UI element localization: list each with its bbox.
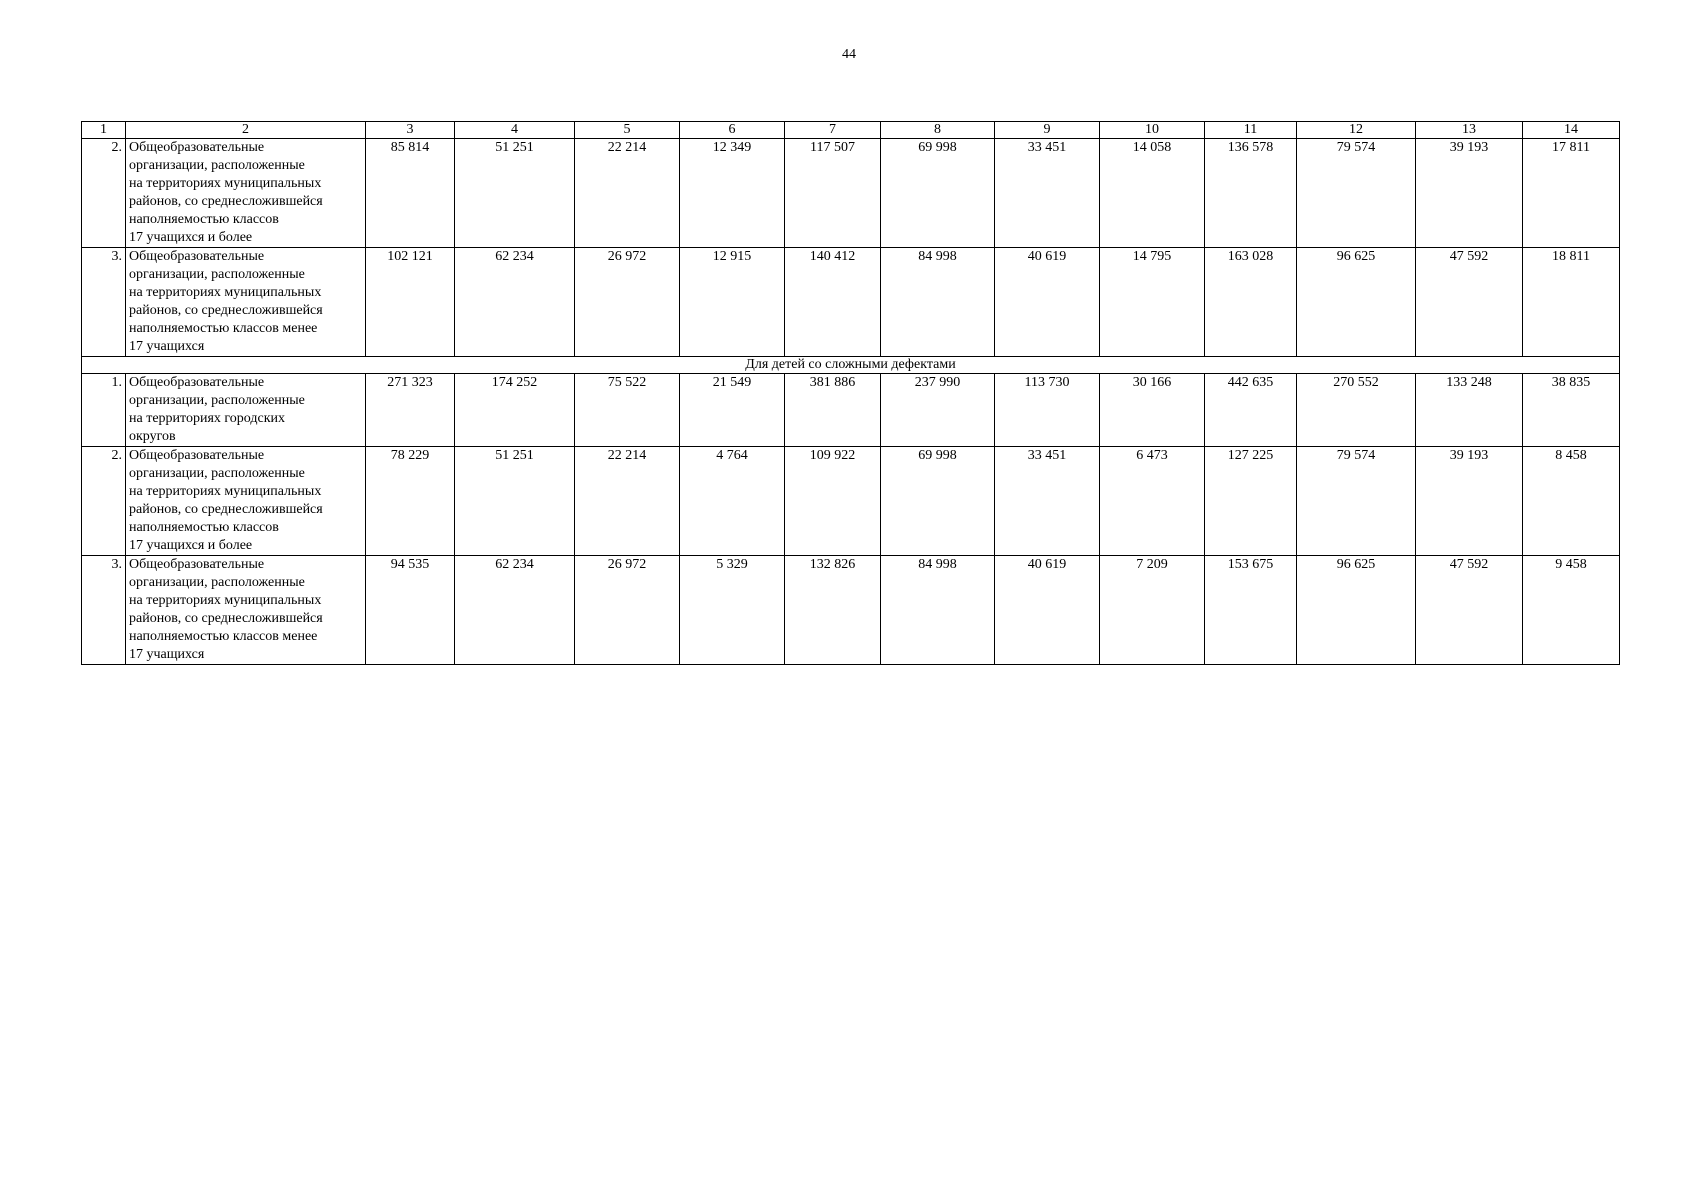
table-row: [82, 248, 1620, 357]
column-number-cell: 3: [366, 122, 455, 139]
row-name-line: организации, расположенные: [129, 158, 305, 173]
row-name-line: округов: [129, 429, 176, 444]
row-name-line: наполняемостью классов менее: [129, 629, 318, 644]
row-name-cell: [126, 248, 366, 357]
row-name-line: Общеобразовательные: [129, 557, 265, 572]
row-name-line: организации, расположенные: [129, 575, 305, 590]
column-number-cell: 9: [995, 122, 1100, 139]
value-cell: 174 252: [455, 374, 575, 447]
row-name-line: Общеобразовательные: [129, 140, 265, 155]
row-name-cell: [126, 556, 366, 665]
value-cell: 38 835: [1523, 374, 1620, 447]
value-cell: 47 592: [1416, 248, 1523, 357]
value-cell: 94 535: [366, 556, 455, 665]
value-cell: 75 522: [575, 374, 680, 447]
value-cell: 7 209: [1100, 556, 1205, 665]
value-cell: 271 323: [366, 374, 455, 447]
value-cell: 84 998: [881, 248, 995, 357]
table-row: [82, 374, 1620, 447]
row-name-line: на территориях муниципальных: [129, 176, 322, 191]
value-cell: 39 193: [1416, 447, 1523, 556]
section-title: Для детей со сложными дефектами: [82, 357, 1620, 374]
row-name-line: на территориях муниципальных: [129, 593, 322, 608]
value-cell: 26 972: [575, 248, 680, 357]
row-name-line: Общеобразовательные: [129, 448, 265, 463]
table-body: [82, 122, 1620, 665]
value-cell: 84 998: [881, 556, 995, 665]
row-name-cell: [126, 374, 366, 447]
row-name-line: на территориях муниципальных: [129, 484, 322, 499]
value-cell: 69 998: [881, 447, 995, 556]
row-name-line: на территориях городских: [129, 411, 286, 426]
table-row: [82, 447, 1620, 556]
value-cell: 117 507: [785, 139, 881, 248]
value-cell: 113 730: [995, 374, 1100, 447]
row-name-line: организации, расположенные: [129, 267, 305, 282]
value-cell: 14 795: [1100, 248, 1205, 357]
value-cell: 85 814: [366, 139, 455, 248]
row-name-line: наполняемостью классов менее: [129, 321, 318, 336]
value-cell: 47 592: [1416, 556, 1523, 665]
table-row: [82, 139, 1620, 248]
row-name-line: 17 учащихся: [129, 339, 205, 354]
column-number-cell: 1: [82, 122, 126, 139]
value-cell: 9 458: [1523, 556, 1620, 665]
value-cell: 33 451: [995, 447, 1100, 556]
value-cell: 62 234: [455, 556, 575, 665]
row-name-line: 17 учащихся: [129, 647, 205, 662]
value-cell: 127 225: [1205, 447, 1297, 556]
row-name-line: организации, расположенные: [129, 393, 305, 408]
row-number-cell: 2.: [82, 139, 126, 248]
table-row: [82, 556, 1620, 665]
value-cell: 270 552: [1297, 374, 1416, 447]
column-number-cell: 14: [1523, 122, 1620, 139]
row-number-cell: 2.: [82, 447, 126, 556]
column-number-cell: 12: [1297, 122, 1416, 139]
row-name-line: на территориях муниципальных: [129, 285, 322, 300]
value-cell: 79 574: [1297, 139, 1416, 248]
value-cell: 6 473: [1100, 447, 1205, 556]
value-cell: 21 549: [680, 374, 785, 447]
column-number-cell: 4: [455, 122, 575, 139]
page-number: 44: [842, 47, 856, 62]
row-name-line: районов, со среднесложившейся: [129, 303, 323, 318]
row-name-line: 17 учащихся и более: [129, 538, 253, 553]
column-number-cell: 5: [575, 122, 680, 139]
value-cell: 136 578: [1205, 139, 1297, 248]
column-number-cell: 8: [881, 122, 995, 139]
value-cell: 132 826: [785, 556, 881, 665]
value-cell: 442 635: [1205, 374, 1297, 447]
row-name-line: районов, со среднесложившейся: [129, 502, 323, 517]
row-name-line: районов, со среднесложившейся: [129, 611, 323, 626]
row-name-cell: [126, 139, 366, 248]
row-number-cell: 3.: [82, 248, 126, 357]
value-cell: 109 922: [785, 447, 881, 556]
value-cell: 51 251: [455, 447, 575, 556]
column-number-cell: 13: [1416, 122, 1523, 139]
row-name-line: организации, расположенные: [129, 466, 305, 481]
value-cell: 237 990: [881, 374, 995, 447]
column-number-row: [82, 122, 1620, 139]
section-row: [82, 357, 1620, 374]
column-number-cell: 7: [785, 122, 881, 139]
row-name-line: наполняемостью классов: [129, 520, 279, 535]
value-cell: 62 234: [455, 248, 575, 357]
value-cell: 14 058: [1100, 139, 1205, 248]
row-name-line: Общеобразовательные: [129, 249, 265, 264]
row-name-line: Общеобразовательные: [129, 375, 265, 390]
value-cell: 140 412: [785, 248, 881, 357]
value-cell: 22 214: [575, 139, 680, 248]
value-cell: 8 458: [1523, 447, 1620, 556]
value-cell: 40 619: [995, 556, 1100, 665]
row-number-cell: 3.: [82, 556, 126, 665]
value-cell: 381 886: [785, 374, 881, 447]
value-cell: 96 625: [1297, 556, 1416, 665]
value-cell: 102 121: [366, 248, 455, 357]
value-cell: 78 229: [366, 447, 455, 556]
column-number-cell: 2: [126, 122, 366, 139]
row-number-cell: 1.: [82, 374, 126, 447]
row-name-line: наполняемостью классов: [129, 212, 279, 227]
data-table: [81, 121, 1620, 665]
value-cell: 51 251: [455, 139, 575, 248]
value-cell: 153 675: [1205, 556, 1297, 665]
column-number-cell: 10: [1100, 122, 1205, 139]
row-name-line: 17 учащихся и более: [129, 230, 253, 245]
value-cell: 5 329: [680, 556, 785, 665]
value-cell: 69 998: [881, 139, 995, 248]
value-cell: 133 248: [1416, 374, 1523, 447]
value-cell: 18 811: [1523, 248, 1620, 357]
value-cell: 96 625: [1297, 248, 1416, 357]
row-name-line: районов, со среднесложившейся: [129, 194, 323, 209]
value-cell: 22 214: [575, 447, 680, 556]
value-cell: 39 193: [1416, 139, 1523, 248]
column-number-cell: 11: [1205, 122, 1297, 139]
value-cell: 33 451: [995, 139, 1100, 248]
value-cell: 26 972: [575, 556, 680, 665]
value-cell: 79 574: [1297, 447, 1416, 556]
value-cell: 12 915: [680, 248, 785, 357]
value-cell: 40 619: [995, 248, 1100, 357]
value-cell: 4 764: [680, 447, 785, 556]
value-cell: 17 811: [1523, 139, 1620, 248]
value-cell: 30 166: [1100, 374, 1205, 447]
value-cell: 163 028: [1205, 248, 1297, 357]
column-number-cell: 6: [680, 122, 785, 139]
row-name-cell: [126, 447, 366, 556]
value-cell: 12 349: [680, 139, 785, 248]
